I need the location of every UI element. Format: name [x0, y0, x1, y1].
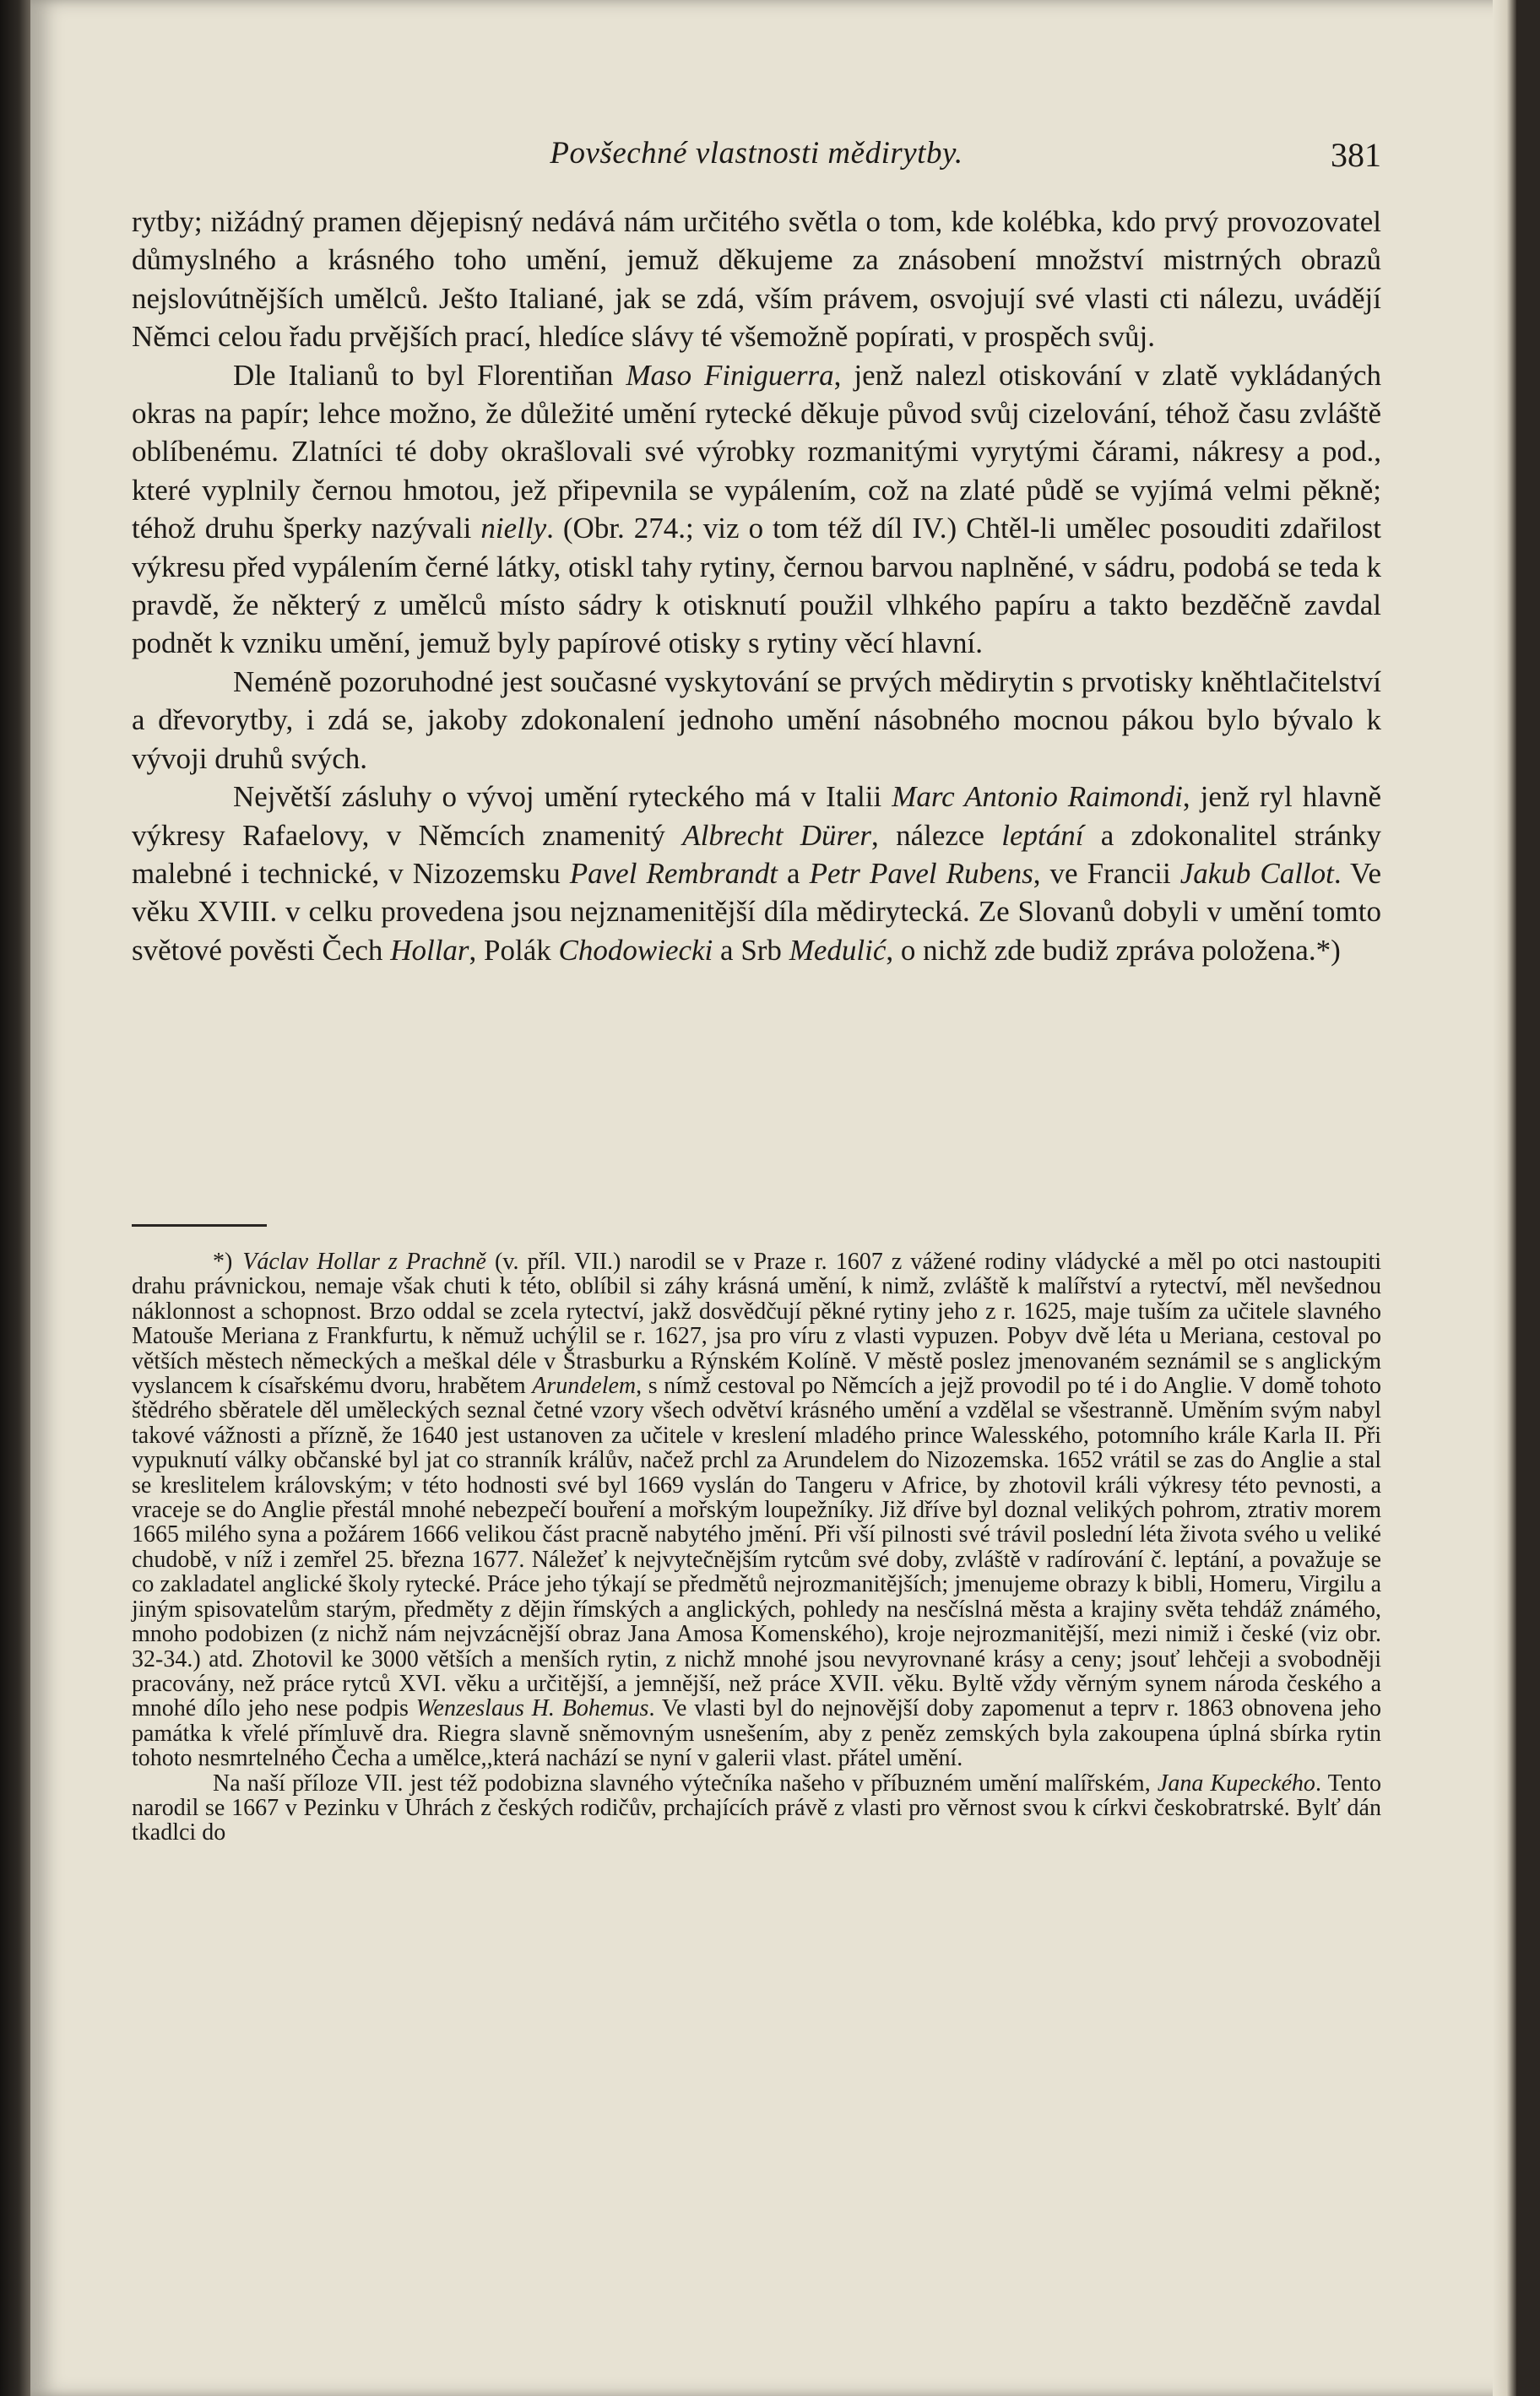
paragraph-1: rytby; nižádný pramen dějepisný nedává nám určitého světla o tom, kde kolébka, kdo prvý provozovatel důmyslného a krásného toho umění, jemuž děkujeme za znásobení množství mistrných obrazů nejslovútnějších umělců. Ješto Italiané, jak se zdá, vším právem, osvojují své vlasti cti nálezu, uvádějí Němci celou řadu prvějších prací, hledíce slávy té všemožně popírati, v prospěch svůj. — [132, 205, 1381, 354]
page-number: 381 — [1331, 136, 1381, 174]
person-name: Albrecht Dürer — [682, 818, 872, 852]
paragraph-3: Neméně pozoruhodné jest současné vyskytování se prvých mědirytin s prvotisky kněhtlačitelství a dřevorytby, i zdá se, jakoby zdokonalení jednoho umění násobného mocnou pákou bylo bývalo k vývoji druhů svých. — [132, 664, 1381, 775]
person-name: Petr Pavel Rubens — [809, 856, 1033, 890]
page-header — [132, 135, 1381, 176]
person-name: Pavel Rembrandt — [569, 856, 778, 890]
signature-text: Wenzeslaus H. Bohemus — [415, 1695, 649, 1722]
book-binding — [0, 0, 34, 2396]
person-name: Maso Finiguerra — [626, 358, 834, 392]
footnote-2: Na naší příloze VII. jest též podobizna slavného výtečníka našeho v příbuzném umění malířském, Jana Kupeckého. Tento narodil se 1667 v Pezinku v Uhrách z českých rodičův, prchajících právě z vlasti pro věrnost svou k církvi českobratrské. Bylť dán tkadlci do — [132, 1770, 1381, 1846]
page-edge — [1493, 0, 1516, 2396]
footnote-divider — [132, 1224, 267, 1227]
person-name: Medulić — [789, 933, 887, 967]
running-title: Povšechné vlastnosti mědirytby. — [550, 136, 963, 171]
term: leptání — [1001, 818, 1084, 852]
paragraph-4: Největší zásluhy o vývoj umění ryteckého má v Italii Marc Antonio Raimondi, jenž ryl hlavně výkresy Rafaelovy, v Němcích znamenitý Albrecht Dürer, nálezce leptání a zdokonalitel stránky malebné i technické, v Nizozemsku Pavel Rembrandt a Petr Pavel Rubens, ve Francii Jakub Callot. Ve věku XVIII. v celku provedena jsou nejznamenitější díla mědirytecká. Ze Slovanů dobyli v umění tomto světové pověsti Čech Hollar, Polák Chodowiecki a Srb Medulić, o nichž zde budiž zpráva položena.*) — [132, 780, 1382, 967]
term: nielly — [480, 512, 547, 545]
person-name: Arundelem — [532, 1373, 637, 1400]
person-name: Hollar — [390, 933, 469, 967]
footnote-marker: *) — [213, 1249, 233, 1275]
person-name: Václav Hollar z Prachně — [242, 1249, 486, 1275]
main-text — [132, 203, 1381, 969]
book-page — [30, 0, 1516, 2396]
person-name: Jana Kupeckého — [1157, 1770, 1315, 1797]
person-name: Marc Antonio Raimondi — [892, 780, 1183, 814]
footnotes — [132, 1249, 1381, 1846]
person-name: Chodowiecki — [558, 933, 713, 967]
person-name: Jakub Callot — [1179, 856, 1334, 890]
paragraph-2: Dle Italianů to byl Florentiňan Maso Finiguerra, jenž nalezl otiskování v zlatě vykládaných okras na papír; lehce možno, že důležité umění rytecké děkuje původ svůj cizelování, téhož času zvláště oblíbenému. Zlatníci té doby okrašlovali své výrobky rozmanitými vyrytými čárami, nákresy a pod., které vyplnily černou hmotou, jež připevnila se vypálením, což na zlaté půdě se vyjímá velmi pěkně; téhož druhu šperky nazývali nielly. (Obr. 274.; viz o tom též díl IV.) Chtěl-li umělec posouditi zdařilost výkresu před vypálením černé látky, otiskl tahy rytiny, černou barvou naplněné, v sádru, podobá se teda k pravdě, že některý z umělců místo sádry k otisknutí použil vlhkého papíru a takto bezděčně zavdal podnět k vzniku umění, jemuž byly papírové otisky s rytiny věcí hlavní. — [132, 358, 1381, 660]
footnote-1: *) Václav Hollar z Prachně (v. příl. VII.) narodil se v Praze r. 1607 z vážené rodiny vládycké a měl po otci nastoupiti drahu právnickou, nemaje však chuti k této, oblíbil si záhy krásná umění, k nimž, zvláště k malířství a rytectví, měl nevšednou náklonnost a schopnost. Brzo oddal se zcela rytectví, jakž dosvědčují pěkné rytiny jeho z r. 1625, maje tuším za učitele slavného Matouše Meriana z Frankfurtu, k němuž uchýlil se r. 1627, jsa pro víru z vlasti vypuzen. Pobyv dvě léta u Meriana, cestoval po větších městech německých a meškal déle v Štrasburku a Rýnském Kolíně. V městě poslez jmenovaném seznámil se s anglickým vyslancem k císařskému dvoru, hrabětem Arundelem, s nímž cestoval po Němcích a jejž provodil po té i do Anglie. V domě tohoto štědrého sběratele děl uměleckých seznal četné vzory všech odvětví krásného umění a vzdělal se všestranně. Uměním svým nabyl takové vážnosti a přízně, že 1640 jest ustanoven za učitele v kreslení mladého prince Walesského, potomního krále Karla II. Při vypuknutí války občanské byl jat co stranník králův, načež prchl za Arundelem do Nizozemska. 1652 vrátil se zas do Anglie a stal se kreslitelem královským; v této hodnosti své byl 1669 vyslán do Tangeru v Africe, by zhotovil králi výkresy této pevnosti, a vraceje se do Anglie přestál mnohé nebezpečí bouření a mořským loupežníky. Již dříve byl doznal velikých pohrom, ztrativ morem 1665 milého syna a požárem 1666 velikou část pracně nabytého jmění. Při vší pilnosti své trávil poslední léta života svého u veliké chudobě, v níž i zemřel 25. března 1677. Náležeť k nejvytečnějším rytcům své doby, zvláště v radírování č. leptání, a považuje se co zakladatel anglické školy rytecké. Práce jeho týkají se předmětů nejrozmanitějších; jmenujeme obrazy k bibli, Homeru, Virgilu a jiným spisovatelům starým, předměty z dějin římských a anglických, pohledy na nesčíslná města a krajiny světa tehdáž známého, mnoho podobizen (z nichž nám nejvzácnější obraz Jana Amosa Komenského), kroje nejrozmanitější, mezi nimiž i české (viz obr. 32-34.) atd. Zhotovil ke 3000 větších a menších rytin, z nichž mnohé jsou nevyrovnané krásy a ceny; jsouť lehčeji a svobodněji pracovány, než práce rytců XVI. věku a určitější, a jemnější, než práce XVII. věku. Byltě vždy věrným synem národa českého a mnohé dílo jeho nese podpis Wenzeslaus H. Bohemus. Ve vlasti byl do nejnovější doby zapomenut a teprv r. 1863 obnovena jeho památka k vřelé přímluvě dra. Riegra slavně sněmovným usnešením, aby z peněz zemských byla zakoupena úplná sbírka rytin tohoto nesmrtelného Čecha a umělce,,která nachází se nyní v galerii vlast. přátel umění. — [132, 1249, 1382, 1772]
